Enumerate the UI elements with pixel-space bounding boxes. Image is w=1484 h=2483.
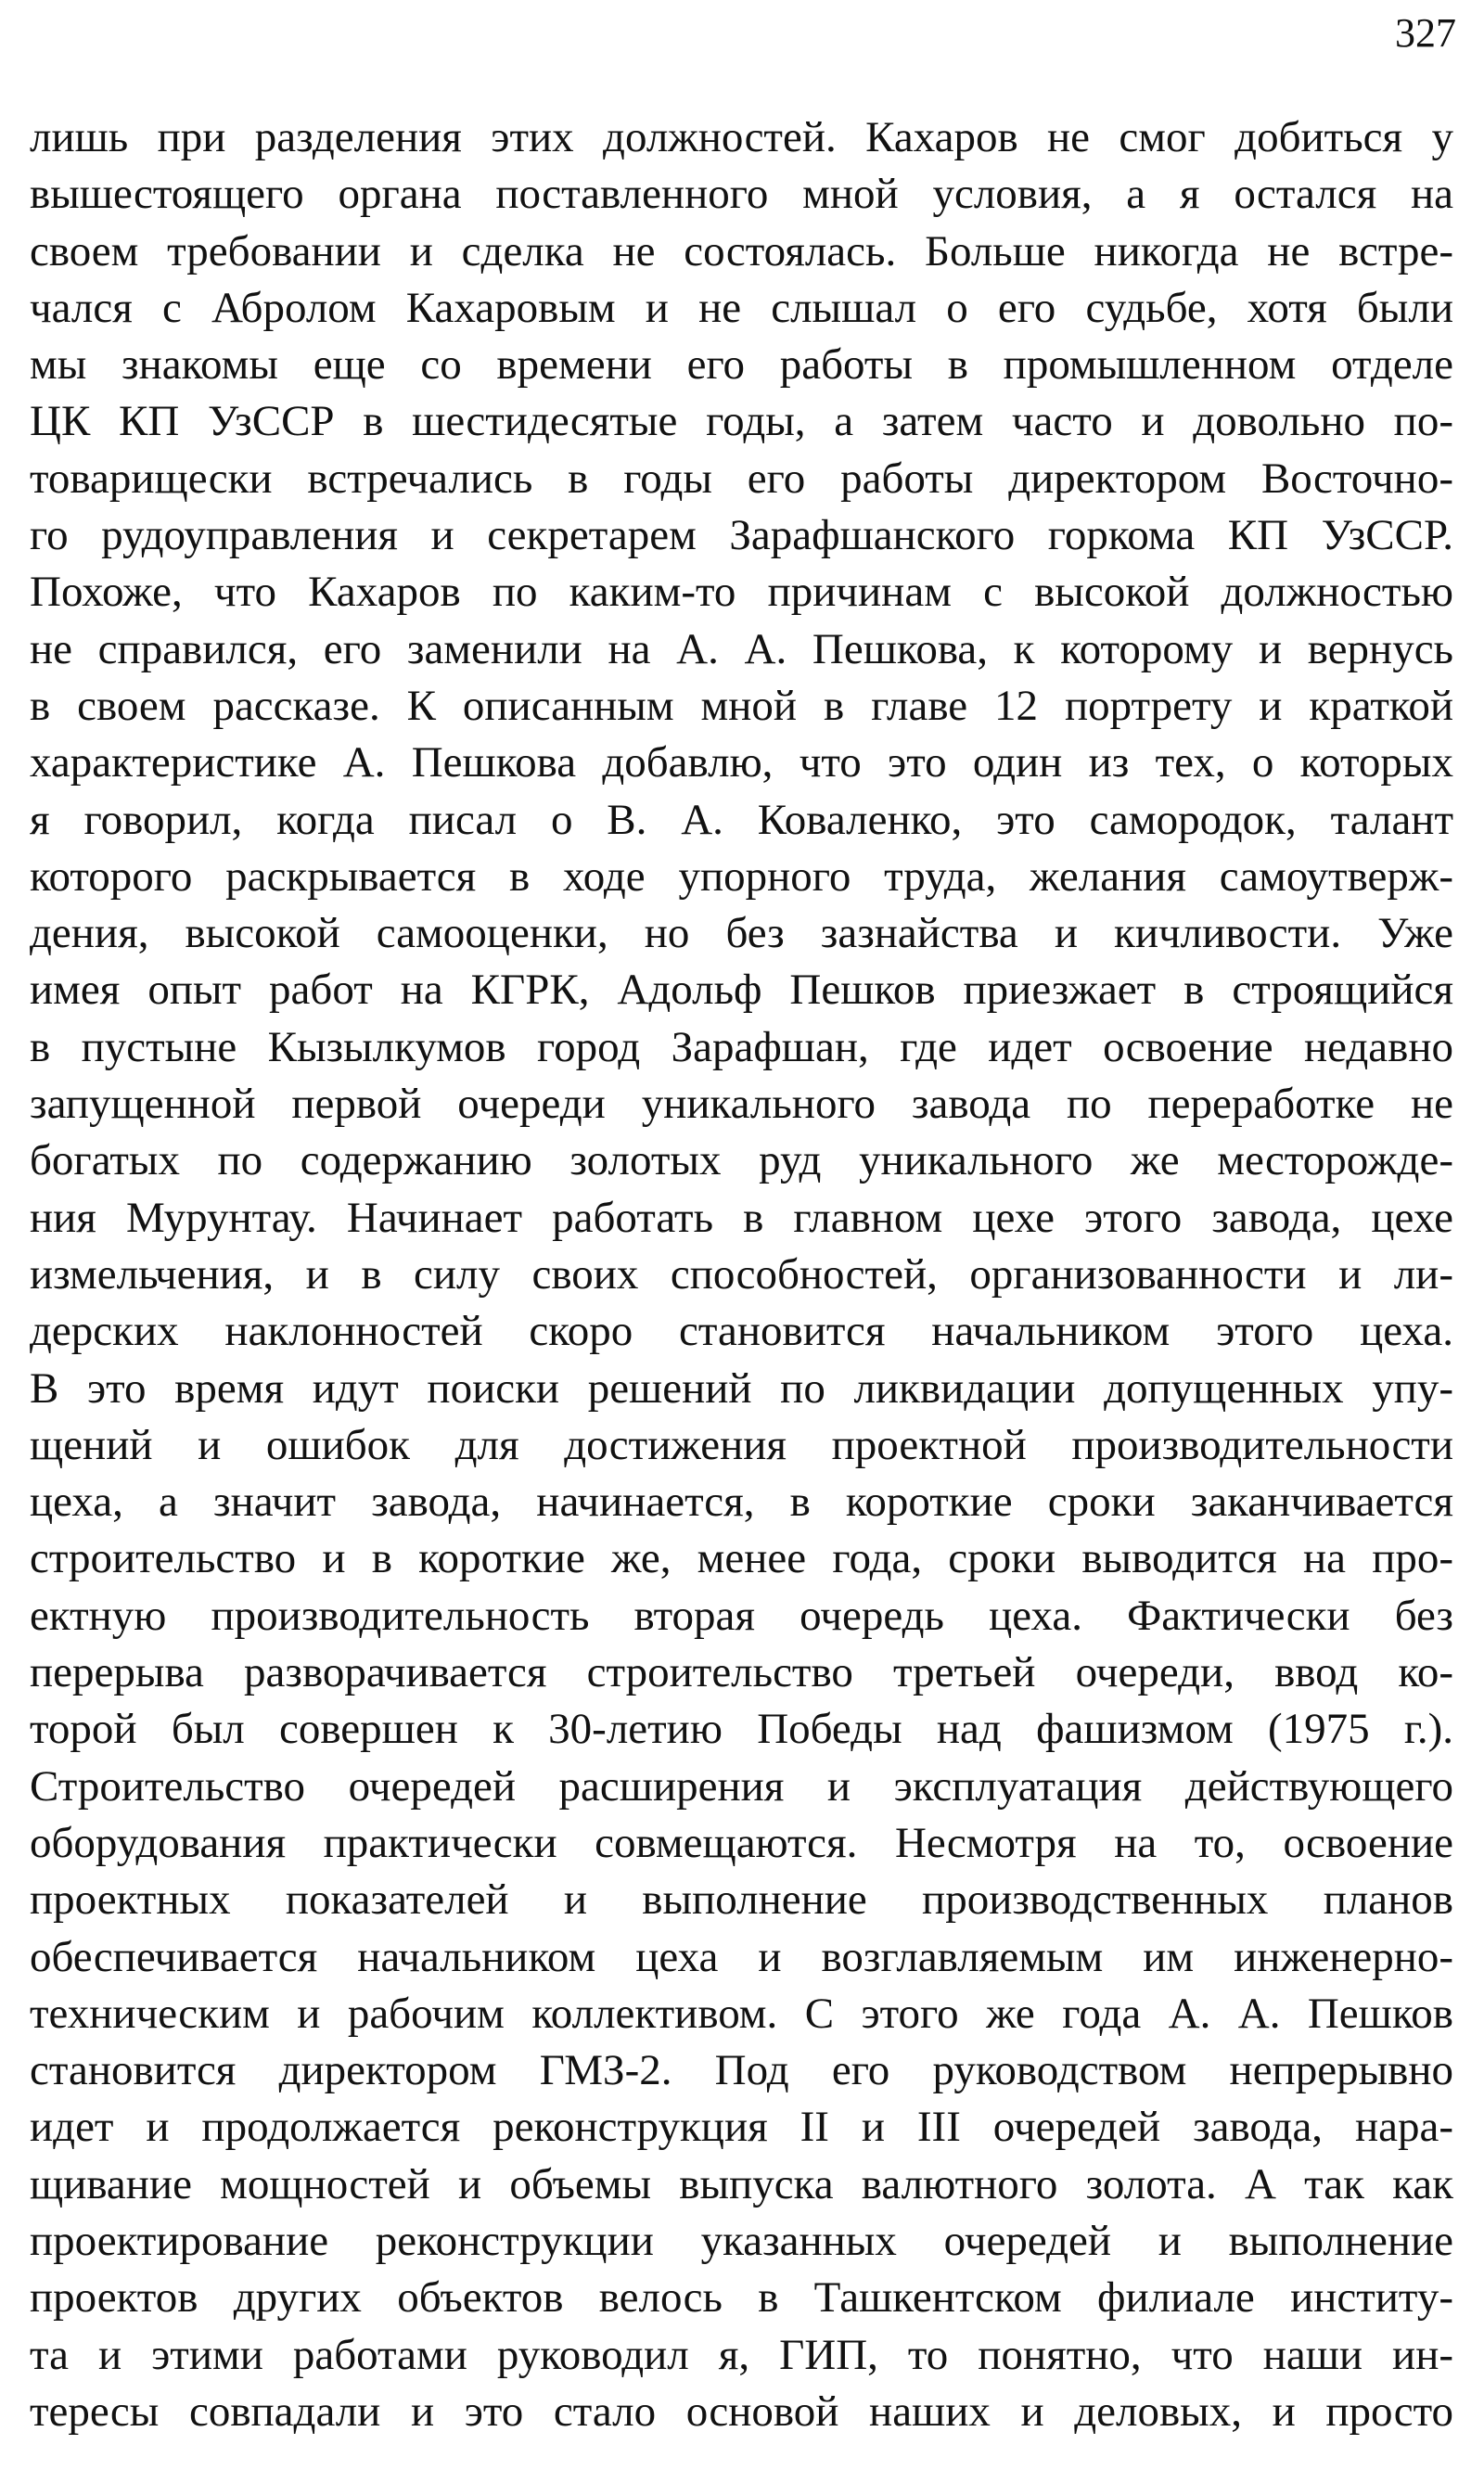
text-line-9: Похоже, что Кахаров по каким-то причинам с высокой должностью xyxy=(30,568,1453,617)
page-number: 327 xyxy=(1395,10,1456,56)
text-line-13: я говорил, когда писал о В. А. Коваленко, это самородок, талант xyxy=(30,795,1453,844)
text-line-30: Строительство очередей расширения и эксплуатация действующего xyxy=(30,1761,1453,1811)
text-line-16: имея опыт работ на КГРК, Адольф Пешков приезжает в строящийся xyxy=(30,966,1453,1015)
text-line-38: проектирование реконструкции указанных очередей и выполнение xyxy=(30,2216,1453,2265)
body-text xyxy=(30,109,1453,2440)
text-line-1: лишь при разделения этих должностей. Кахаров не смог добиться у xyxy=(30,113,1453,161)
text-line-25: цеха, а значит завода, начинается, в короткие сроки заканчивается xyxy=(30,1478,1453,1527)
text-line-18: запущенной первой очереди уникального завода по переработке не xyxy=(30,1080,1453,1129)
text-line-15: дения, высокой самооценки, но без зазнайства и кичливости. Уже xyxy=(30,909,1453,958)
text-line-8: го рудоуправления и секретарем Зарафшанского горкома КП УзССР. xyxy=(30,511,1453,560)
text-line-10: не справился, его заменили на А. А. Пешкова, к которому и вернусь xyxy=(30,624,1453,673)
text-line-33: обеспечивается начальником цеха и возглавляемым им инженерно- xyxy=(30,1932,1453,1981)
text-line-29: торой был совершен к 30-летию Победы над фашизмом (1975 г.). xyxy=(30,1705,1453,1754)
text-line-39: проектов других объектов велось в Ташкентском филиале институ- xyxy=(30,2273,1453,2323)
text-line-21: измельчения, и в силу своих способностей, организованности и ли- xyxy=(30,1249,1453,1299)
text-line-7: товарищески встречались в годы его работы директором Восточно- xyxy=(30,454,1453,503)
text-line-12: характеристике А. Пешкова добавлю, что это один из тех, о которых xyxy=(30,738,1453,787)
text-line-41: тересы совпадали и это стало основой наших и деловых, и просто xyxy=(30,2387,1453,2436)
text-line-40: та и этими работами руководил я, ГИП, то понятно, что наши ин- xyxy=(30,2330,1453,2379)
text-line-5: мы знакомы еще со времени его работы в промышленном отделе xyxy=(30,340,1453,390)
text-line-28: перерыва разворачивается строительство третьей очереди, ввод ко- xyxy=(30,1648,1453,1697)
text-line-36: идет и продолжается реконструкция II и III очередей завода, нара- xyxy=(30,2103,1453,2152)
text-line-6: ЦК КП УзССР в шестидесятые годы, а затем часто и довольно по- xyxy=(30,397,1453,446)
text-line-20: ния Мурунтау. Начинает работать в главном цехе этого завода, цехе xyxy=(30,1193,1453,1242)
text-line-23: В это время идут поиски решений по ликвидации допущенных упу- xyxy=(30,1363,1453,1413)
text-line-31: оборудования практически совмещаются. Несмотря на то, освоение xyxy=(30,1818,1453,1867)
text-line-3: своем требовании и сделка не состоялась. Больше никогда не встре- xyxy=(30,226,1453,275)
text-line-37: щивание мощностей и объемы выпуска валютного золота. А так как xyxy=(30,2159,1453,2208)
text-line-14: которого раскрывается в ходе упорного труда, желания самоутверж- xyxy=(30,851,1453,901)
text-line-4: чался с Абролом Кахаровым и не слышал о его судьбе, хотя были xyxy=(30,283,1453,332)
text-line-24: щений и ошибок для достижения проектной производительности xyxy=(30,1420,1453,1469)
text-line-32: проектных показателей и выполнение производственных планов xyxy=(30,1875,1453,1925)
text-line-26: строительство и в короткие же, менее года, сроки выводится на про- xyxy=(30,1534,1453,1583)
text-line-22: дерских наклонностей скоро становится начальником этого цеха. xyxy=(30,1307,1453,1356)
text-line-27: ектную производительность вторая очередь цеха. Фактически без xyxy=(30,1591,1453,1640)
text-line-11: в своем рассказе. К описанным мной в главе 12 портрету и краткой xyxy=(30,681,1453,730)
text-line-34: техническим и рабочим коллективом. С этого же года А. А. Пешков xyxy=(30,1989,1453,2038)
text-line-17: в пустыне Кызылкумов город Зарафшан, где идет освоение недавно xyxy=(30,1022,1453,1071)
text-line-35: становится директором ГМЗ-2. Под его руководством непрерывно xyxy=(30,2046,1453,2095)
text-line-2: вышестоящего органа поставленного мной условия, а я остался на xyxy=(30,170,1453,219)
text-line-19: богатых по содержанию золотых руд уникального же месторожде- xyxy=(30,1136,1453,1185)
